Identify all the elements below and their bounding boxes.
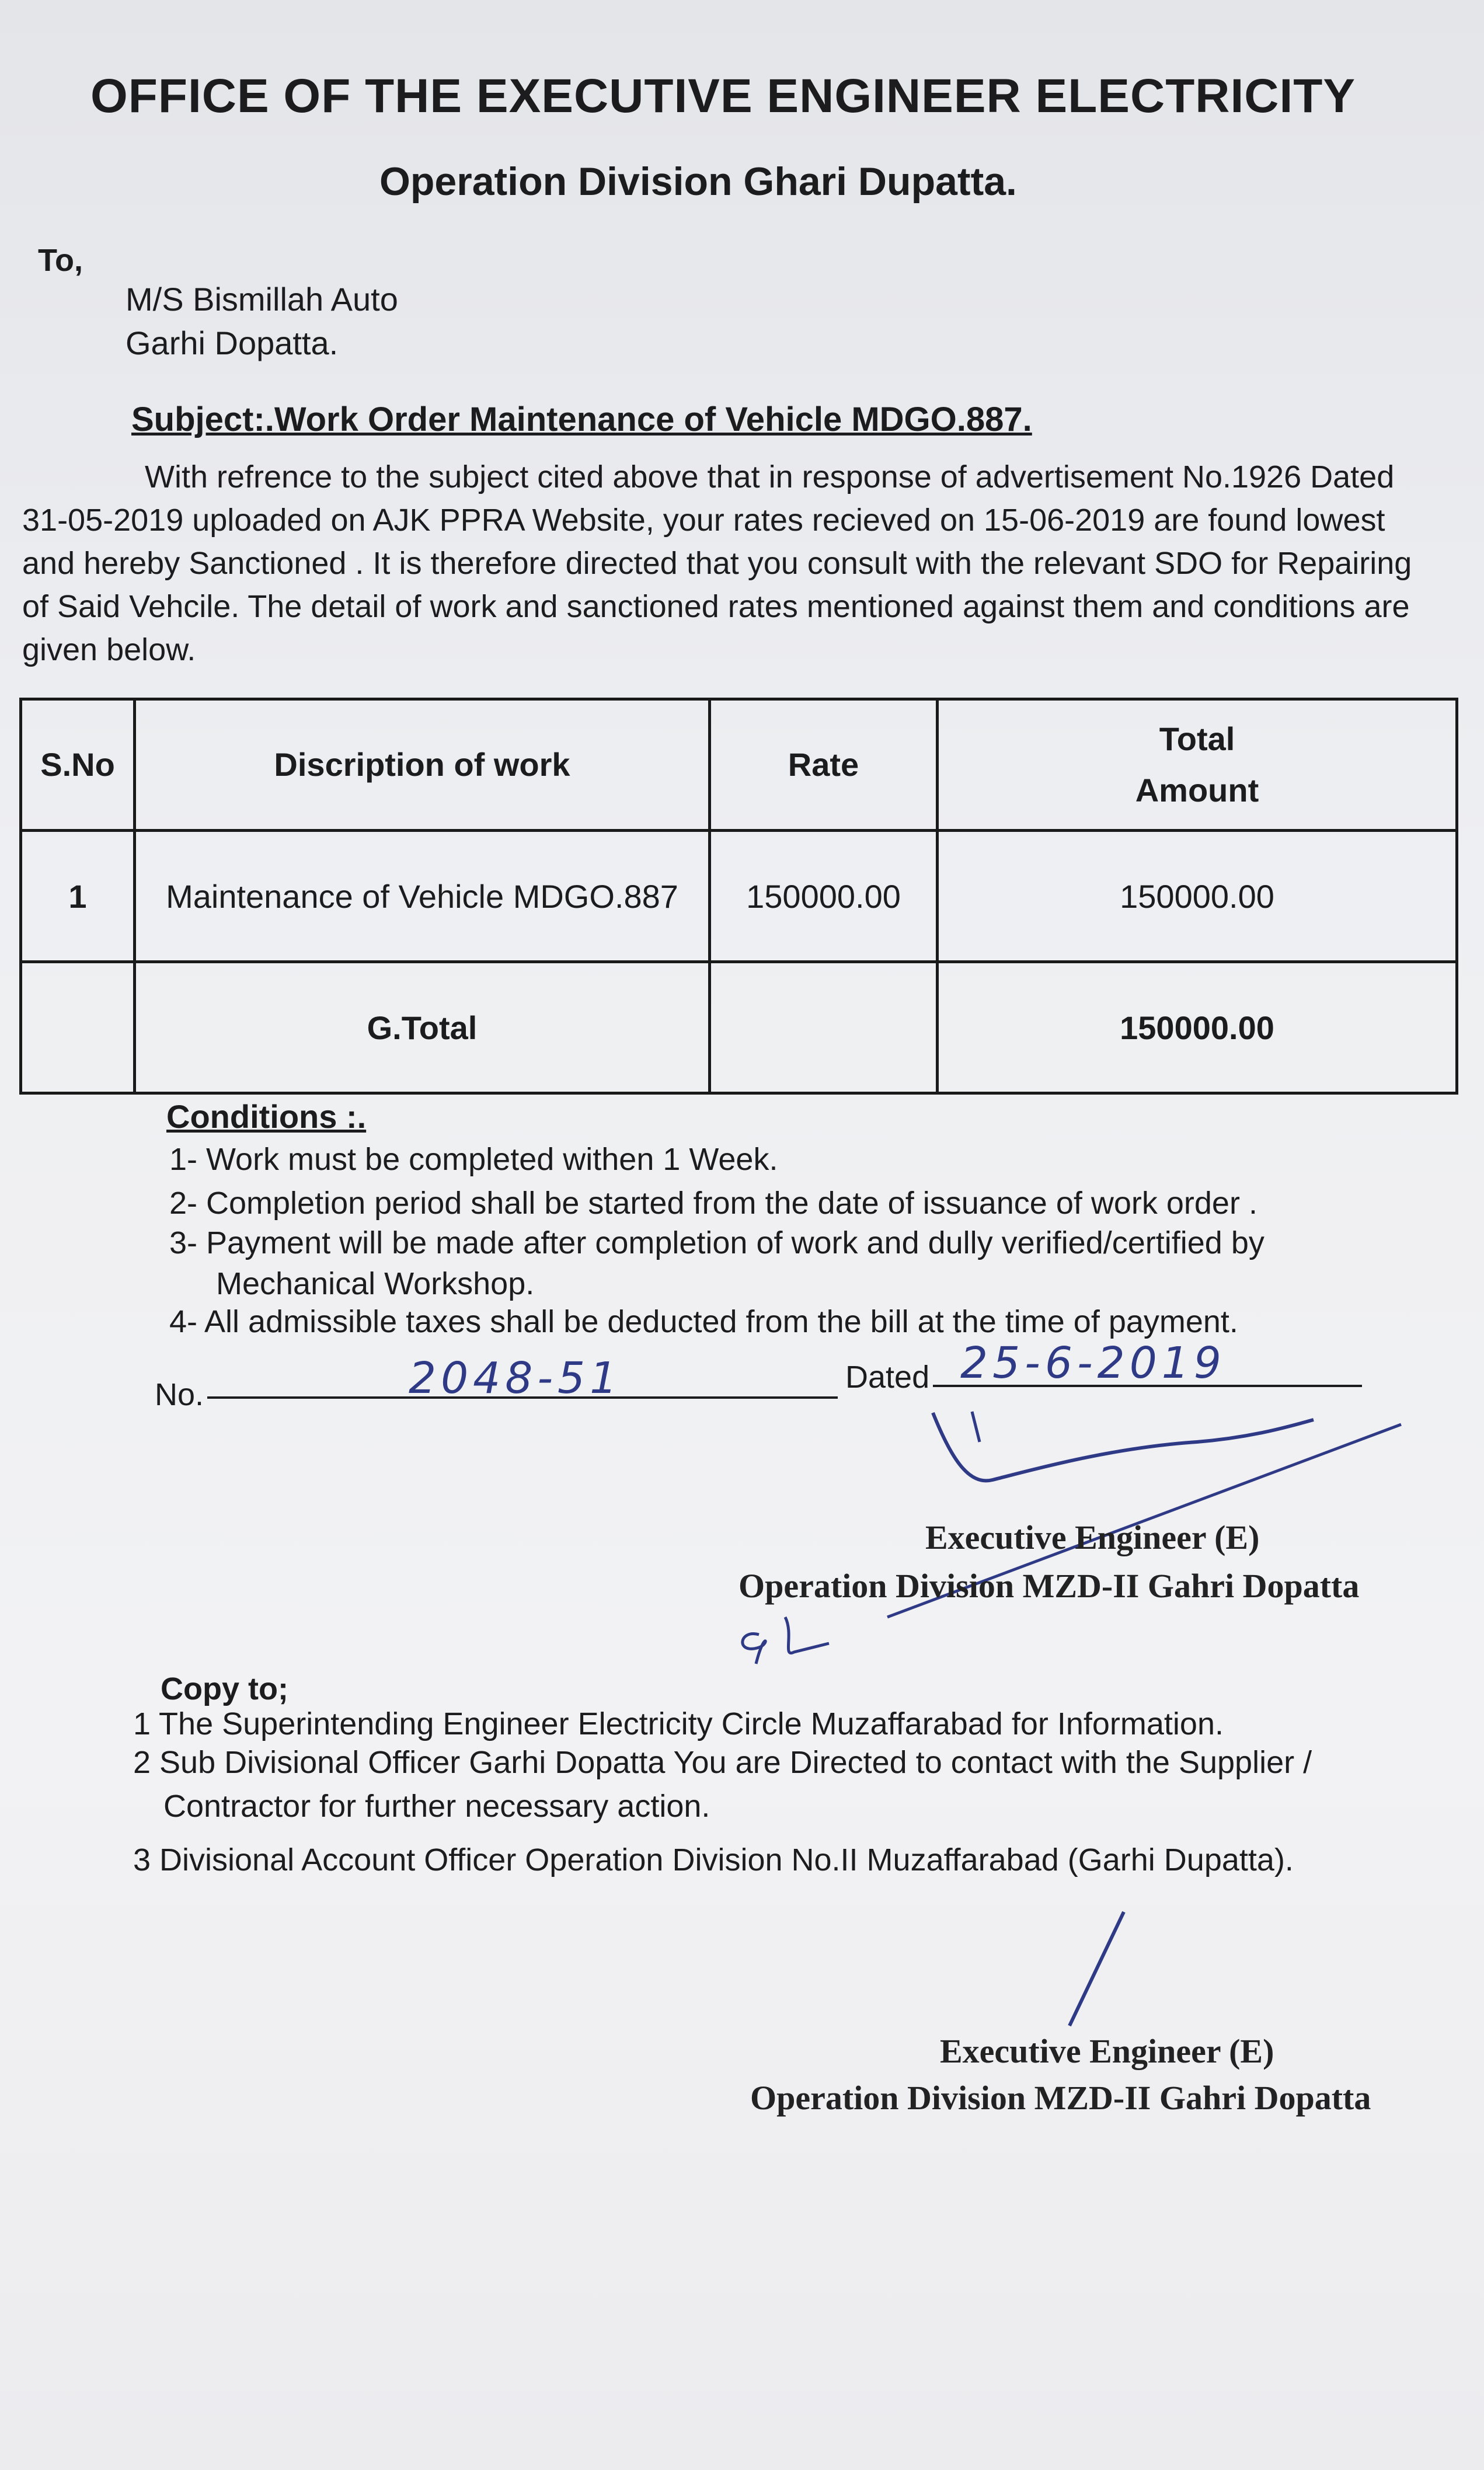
header-total-line1: Total [1159, 720, 1235, 757]
recipient-name: M/S Bismillah Auto [126, 281, 398, 318]
header-sno: S.No [21, 699, 135, 831]
grand-total-value: 150000.00 [938, 962, 1457, 1093]
copy-item: 1 The Superintending Engineer Electricity Circle Muzaffarabad for Information. [133, 1706, 1224, 1741]
dated-label: Dated [845, 1360, 930, 1395]
signature2-designation: Executive Engineer (E) [940, 2032, 1274, 2070]
row-description: Maintenance of Vehicle MDGO.887 [135, 831, 710, 962]
copy-item: Contractor for further necessary action. [163, 1789, 710, 1824]
signature-stroke [972, 1412, 980, 1442]
signature1-designation: Executive Engineer (E) [925, 1518, 1260, 1556]
copy-item: 3 Divisional Account Officer Operation Division No.II Muzaffarabad (Garhi Dupatta). [133, 1842, 1294, 1877]
row-sno: 1 [21, 831, 135, 962]
copy-to-heading: Copy to; [161, 1671, 288, 1706]
header-total-line2: Amount [1135, 772, 1259, 809]
condition-item: 2- Completion period shall be started from the date of issuance of work order . [169, 1186, 1257, 1221]
copy-item: 2 Sub Divisional Officer Garhi Dopatta You are Directed to contact with the Supplier / [133, 1745, 1312, 1780]
signature-stroke [933, 1413, 1314, 1480]
initials-stroke [785, 1617, 829, 1653]
signature1-office: Operation Division MZD-II Gahri Dopatta [738, 1567, 1360, 1605]
signature2-office: Operation Division MZD-II Gahri Dopatta [750, 2079, 1371, 2117]
body-paragraph: With refrence to the subject cited above that in response of advertisement No.1926 Dated 31-05-2019 uploaded on AJK PPRA Website, your rates recieved on 15-06-2019 are found lowest and hereby Sanctioned . It is therefore directed that you consult with the relevant SDO for Repairing of Said Vehcile. The detail of work and sanctioned rates mentioned against them and conditions are given below. [22, 459, 1412, 667]
recipient-city: Garhi Dopatta. [126, 325, 339, 361]
condition-item: Mechanical Workshop. [216, 1266, 535, 1301]
division-subtitle: Operation Division Ghari Dupatta. [379, 159, 1017, 204]
condition-item: 1- Work must be completed withen 1 Week. [169, 1142, 778, 1177]
header-rate: Rate [710, 699, 938, 831]
row-amount: 150000.00 [938, 831, 1457, 962]
ref-no-label: No. [155, 1377, 204, 1412]
header-description: Discription of work [135, 699, 710, 831]
grand-total-label: G.Total [135, 962, 710, 1093]
conditions-heading: Conditions :. [166, 1098, 367, 1135]
condition-item: 3- Payment will be made after completion of work and dully verified/certified by [169, 1225, 1264, 1260]
subject-line: Subject:.Work Order Maintenance of Vehicle MDGO.887. [131, 400, 1032, 438]
ref-no-value: 2048-51 [409, 1353, 622, 1403]
to-label: To, [38, 243, 83, 278]
initials-stroke [743, 1634, 765, 1664]
condition-item: 4- All admissible taxes shall be deducted from the bill at the time of payment. [169, 1304, 1238, 1339]
second-signature-stroke [1070, 1912, 1124, 2026]
dated-value: 25-6-2019 [960, 1338, 1226, 1388]
office-title: OFFICE OF THE EXECUTIVE ENGINEER ELECTRICITY [90, 69, 1356, 123]
row-rate: 150000.00 [710, 831, 938, 962]
